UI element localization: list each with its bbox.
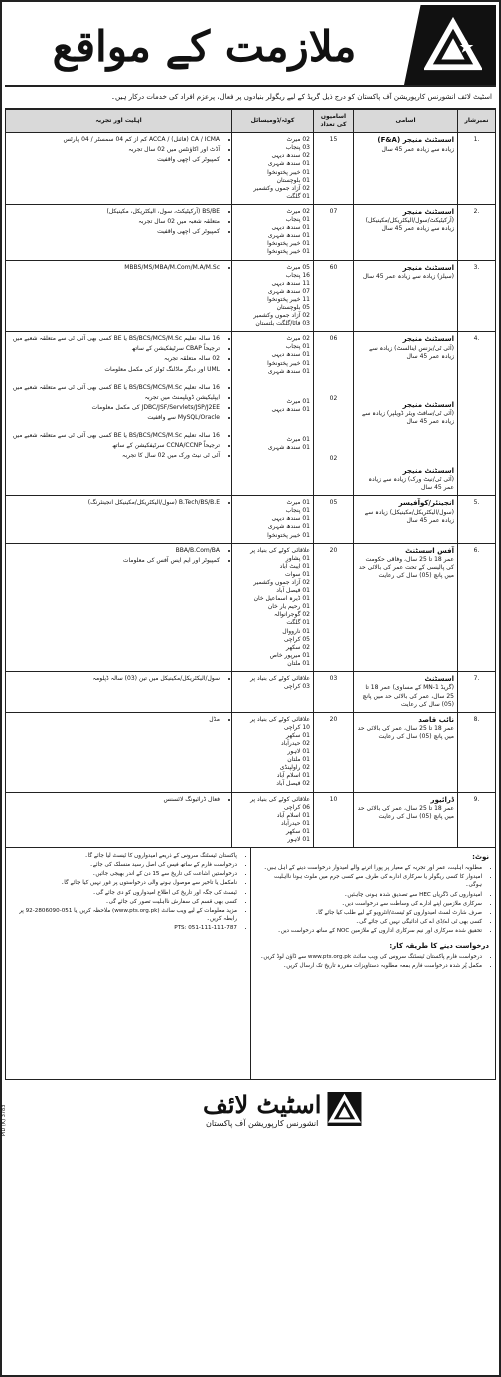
qualification-item: • آڈٹ اور اکاؤنٹس میں 02 سال تجربہ [9,146,220,154]
quota-item: 05 میرٹ [286,263,310,271]
job-subtitle: (آئی ٹی/بزنس اینالسٹ) زیادہ سے زیادہ عمر 45 سال [369,344,454,360]
vacancy-count-cell [314,672,354,713]
quota-item: 01 پنجاب [285,216,310,224]
row-number: .9 [458,792,496,848]
footer-text [203,1090,321,1128]
qualification-item: • آئی ٹی نیٹ ورک میں 02 سال کا تجربہ [9,452,220,460]
quota-item: 01 پنجاب [285,343,310,351]
qualification-item: • B.Tech/BS/B.E (سول/الیکٹریکل/مکینیکل انجینئرنگ) [9,499,220,507]
quota-cell [232,133,314,205]
vacancy-count: 15 [329,136,338,144]
job-title-cell [354,133,458,205]
qualification-list [9,675,220,683]
job-title: اسسٹنٹ منیجر [402,335,454,344]
quota-cell [232,260,314,332]
vacancy-count-cell [314,204,354,260]
note-item: • PTS: 051-111-111-787 [12,924,237,932]
vacancy-count: 05 [329,499,338,507]
job-subtitle: زیادہ سے زیادہ عمر 45 سال [381,145,454,153]
job-title: ڈرائیور [430,795,454,804]
quota-item: 01 سکھر [286,827,310,835]
quota-cell [232,496,314,543]
job-title: اسسٹنٹ منیجر [402,263,454,272]
note-item: • امیدواروں کی ڈگریاں HEC سے تصدیق شدہ ہونی چاہئیں۔ [257,891,482,899]
vacancy-count-cell [314,543,354,671]
quota-item: 01 خیبر پختونخوا [267,240,310,248]
quota-item: 01 سندھ دیہی [271,224,310,232]
qualification-cell [6,496,232,543]
quota-item: علاقائی کوٹے کی بنیاد پر [250,795,310,803]
table-header-row [6,110,496,133]
job-subtitle: عمر 18 تا 25 سال، عمر کی بالائی حد میں پانچ (05) سال کی رعایت [357,805,454,821]
quota-item: 01 اسلام آباد [276,772,310,780]
quota-item: 01 ملتان [287,659,310,667]
table-row [6,792,496,848]
apply-list [257,953,489,970]
note-item: • درخواستیں اشاعت کی تاریخ سے 15 دن کے اندر بھیجی جائیں۔ [12,870,237,878]
job-title: آفس اسسٹنٹ [405,546,454,555]
header-quota: کوٹہ/ڈومیسائل [232,110,314,133]
qualification-item: • 02 سالہ متعلقہ تجربہ [9,355,220,363]
quota-item: 02 آزاد جموں وکشمیر [253,578,310,586]
vacancy-count: 10 [329,795,338,803]
quota-item: 06 کراچی [283,803,310,811]
qualification-list [9,499,220,507]
quota-item: 03 فاٹا/گلگت بلتستان [255,320,310,328]
row-number: .4 [458,332,496,496]
job-title-cell [354,204,458,260]
qualification-list [9,208,220,236]
note-item: • تحقیق شدہ سرکاری اور نیم سرکاری اداروں کے ملازمین NOC کے ساتھ درخواست دیں۔ [257,927,482,935]
job-title: اسسٹنٹ منیجر (F&A) [377,136,454,145]
job-subtitle: عمر 18 تا 25 سال، وفاقی حکومت کی پالیسی کے تحت عمر کی بالائی حد میں پانچ (05) سال کی رعایت [358,556,454,580]
header-qual: اہلیت اور تجربہ [6,110,232,133]
note-item: • امیدوار کا کسی ریگولر یا سرکاری ادارے کی طرف سے کسی جرم میں ملوث ہونا نااہلیت ہوگی۔ [257,873,482,889]
quota-item: 01 پنجاب [285,507,310,515]
job-title: نائب قاصد [418,715,454,724]
qualification-list [9,264,220,272]
quota-item: 01 سندھ شہری [267,444,310,451]
job-subtitle: (سول/الیکٹریکل/مکینیکل) زیادہ سے زیادہ عمر 45 سال [364,508,454,524]
quota-cell [232,792,314,848]
quota-item: 02 فیصل آباد [276,780,310,788]
row-number: .8 [458,712,496,792]
qualification-item: • MySQL/Oracle سے واقفیت [9,414,220,422]
qualification-item: • JDBC/JSF/Servlets/JSP/J2EE کی مکمل معلومات [9,404,220,412]
job-title-cell [354,712,458,792]
qualification-item: • 16 سالہ تعلیم BS/BCS/MCS/M.Sc یا BE کسی بھی آئی ٹی سے متعلقہ شعبے میں [9,432,220,440]
job-title-cell [354,496,458,543]
banner [9,9,400,83]
qualification-item: • مڈل [9,716,220,724]
row-number: .3 [458,260,496,332]
quota-item: 01 ڈیرہ اسماعیل خان [253,595,310,603]
job-title-cell [354,672,458,713]
vacancy-count: 02 [329,455,338,463]
job-title: اسسٹنٹ منیجر [402,207,454,216]
state-life-logo-icon [327,1092,361,1126]
quota-cell [232,204,314,260]
qualification-list [9,136,220,164]
job-title: اسسٹنٹ منیجر [402,466,454,475]
logo-box [404,5,496,85]
quota-item: 01 سندھ شہری [267,523,310,531]
quota-item: 02 میرٹ [286,136,310,144]
job-subtitle: (سیلز) زیادہ سے زیادہ عمر 45 سال [362,272,454,280]
intro-text: اسٹیٹ لائف انشورنس کارپوریشن آف پاکستان کو درج ذیل گریڈ کے لیے ریگولر بنیادوں پر فعال، پرعزم افراد کی خدمات درکار ہیں۔ [5,87,496,109]
qualification-item: • MBBS/MS/MBA/M.Com/M.A/M.Sc [9,264,220,272]
vacancy-count: 02 [329,395,338,403]
quota-item: 01 خیبر پختونخوا [267,359,310,367]
table-row [6,496,496,543]
qualification-item: • ترجیحاً CCNA/CCNP سرٹیفکیشن کے ساتھ [9,442,220,450]
note-item: • درخواست فارم کے ساتھ فیس کی اصل رسید منسلک کی جائے۔ [12,861,237,869]
table-row [6,133,496,205]
qualification-item: • کمپیوٹر کی اچھی واقفیت [9,156,220,164]
job-subtitle: عمر 18 تا 25 سال، عمر کی بالائی حد میں پانچ (05) سال کی رعایت [357,725,454,741]
qualification-item: • UML اور دیگر ماڈلنگ ٹولز کی مکمل معلومات [9,366,220,374]
job-subtitle: (آئی ٹی/سافٹ ویئر ڈویلپر) زیادہ سے زیادہ عمر 45 سال [361,410,454,426]
qualification-list [9,335,220,373]
vacancy-count: 06 [329,335,338,343]
quota-item: 03 کراچی [283,683,310,691]
footer [1,1080,496,1158]
qualification-list [9,432,220,460]
quota-gap [235,414,310,436]
qualification-item: • BS/BE (آرکیٹیکٹ، سول، الیکٹریکل، مکینیکل) [9,208,220,216]
table-row [6,260,496,332]
quota-item: 01 پشاور [285,554,310,562]
quota-item: 05 کراچی [283,635,310,643]
quota-item: 02 حیدرآباد [281,740,310,747]
quota-item: 01 سندھ دیہی [271,351,310,359]
quota-cell [232,332,314,496]
notes-section [5,848,496,1080]
vacancy-count: 60 [329,263,338,271]
quota-item: 01 خیبر پختونخوا [267,531,310,539]
notes-col-right [251,848,495,1079]
quota-item: 01 میرپور خاص [269,651,310,659]
note-item: • درخواست فارم پاکستان ٹیسٹنگ سروس کی ویب سائٹ www.pts.org.pk سے ڈاؤن لوڈ کریں۔ [257,953,482,961]
qualification-item: • ایپلیکیشن ڈویلپمنٹ میں تجربہ [9,394,220,402]
note-item: • مکمل پُر شدہ درخواست فارم بمعہ مطلوبہ دستاویزات مقررہ تاریخ تک ارسال کریں۔ [257,962,482,970]
table-row [6,543,496,671]
note-item: • مزید معلومات کے لیے ویب سائٹ (www.pts.org.pk) ملاحظہ کریں یا 051-2806090-92 پر رابطہ کریں۔ [12,907,237,923]
quota-item: 02 میرٹ [286,207,310,215]
quota-item: 02 راولپنڈی [279,764,310,772]
quota-item: 01 خیبر پختونخوا [267,168,310,176]
vacancy-count-cell [314,792,354,848]
quota-item: 02 سکھر [286,643,310,651]
quota-item: 01 میرٹ [286,435,310,443]
job-subtitle: (آرکیٹیکٹ/سول/الیکٹریکل/مکینیکل) زیادہ سے زیادہ عمر 45 سال [365,217,454,233]
quota-item: 03 پنجاب [285,144,310,152]
note-item: • ٹیسٹ کی جگہ اور تاریخ کی اطلاع امیدواروں کو دی جائے گی۔ [12,889,237,897]
row-number: .5 [458,496,496,543]
row-number: .1 [458,133,496,205]
note-item: • نامکمل یا تاخیر سے موصول ہونے والی درخواستوں پر غور نہیں کیا جائے گا۔ [12,879,237,887]
job-title: اسسٹنٹ منیجر [402,400,454,409]
quota-item: 01 سندھ دیہی [271,405,310,413]
notes-col-left [6,848,251,1079]
job-title-cell [354,260,458,332]
job-subtitle: (آئی ٹی/نیٹ ورک) زیادہ سے زیادہ عمر 45 سال [368,475,454,492]
quota-item: 01 حیدرآباد [281,819,310,827]
quota-item: 01 ملتان [287,756,310,764]
qualification-item: • فعال ڈرائیونگ لائسنس [9,796,220,804]
table-row [6,712,496,792]
qualification-cell [6,332,232,496]
state-life-logo-icon [424,17,482,75]
qualification-item: • 16 سالہ تعلیم BS/BCS/MCS/M.Sc یا BE کسی بھی آئی ٹی سے متعلقہ شعبے میں [9,384,220,392]
table-row [6,672,496,713]
quota-gap [235,376,310,398]
vacancy-count: 20 [329,715,338,723]
quota-item: 01 میرٹ [286,397,310,405]
footer-name: اسٹیٹ لائف [202,1090,322,1120]
header [5,5,496,87]
quota-item: 02 آزاد جموں وکشمیر [253,184,310,192]
quota-item: 16 پنجاب [285,271,310,279]
row-number: .6 [458,543,496,671]
table-row [6,204,496,260]
qualification-cell [6,672,232,713]
quota-item: 01 میرٹ [286,499,310,507]
quota-item: 01 گلگت [286,192,310,200]
vacancy-count-cell [314,133,354,205]
qualification-list [9,547,220,565]
header-count: اسامیوں کی تعداد [314,110,354,133]
quota-item: 02 سندھ دیہی [271,152,310,160]
note-item: • مطلوبہ اہلیت، عمر اور تجربہ کے معیار پر پورا اترنے والے امیدوار درخواست دینے کے اہل ہیں۔ [257,864,482,872]
quota-item: 11 خیبر پختونخوا [267,295,310,303]
vacancy-count-cell [314,712,354,792]
qualification-list [9,796,220,804]
qualification-cell [6,260,232,332]
quota-item: 01 لاہور [287,748,310,756]
note-item: • صرف شارٹ لسٹ امیدواروں کو ٹیسٹ/انٹرویو کے لیے طلب کیا جائے گا۔ [257,909,482,917]
job-subtitle: (گریڈ MN-1 کے مساوی) عمر 18 تا 25 سال، عمر کی بالائی حد میں پانچ (05) سال کی رعایت [362,684,454,708]
quota-item: علاقائی کوٹے کی بنیاد پر [250,546,310,554]
note-item: • کسی بھی قسم کی سفارش نااہلیت تصور کی جائے گی۔ [12,898,237,906]
quota-item: 11 سندھ دیہی [271,279,310,287]
quota-item: 01 سوات [285,570,310,578]
qualification-cell [6,712,232,792]
quota-cell [232,712,314,792]
quota-item: 02 گوجرانوالہ [274,611,310,619]
job-title: انجینئر/کوآفیسر [398,499,454,508]
footer-sub: انشورنس کارپوریشن آف پاکستان [206,1119,319,1129]
quota-item: 07 سندھ شہری [267,287,310,295]
ad-code: PID (K) 3783 [1,1104,7,1137]
vacancy-count: 20 [329,546,338,554]
quota-item: علاقائی کوٹے کی بنیاد پر [250,715,310,723]
vacancy-count-cell [314,260,354,332]
banner-title: ملازمت کے مواقع [52,21,357,71]
job-title-cell [354,792,458,848]
qualification-item: • کمپیوٹر اور ایم ایس آفس کی معلومات [9,557,220,565]
quota-cell [232,543,314,671]
qualification-cell [6,543,232,671]
quota-item: 01 بلوچستان [276,176,310,184]
note-item: • کسی بھی ٹی اے/ڈی اے کی ادائیگی نہیں کی جائے گی۔ [257,918,482,926]
quota-item: 01 رحیم یار خان [267,603,310,611]
qualification-list [9,716,220,724]
quota-item: 01 سندھ شہری [267,367,310,375]
quota-item: 01 نارووال [282,627,310,635]
apply-head: درخواست دینے کا طریقہ کار: [389,942,489,951]
quota-item: 01 سندھ شہری [267,160,310,168]
quota-item: 05 بلوچستان [276,303,310,311]
qualification-item: • CA / ICMA (فائنل) / ACCA کم از کم 04 سمسٹر / 04 پارٹس [9,136,220,144]
note-item: • پاکستان ٹیسٹنگ سروس کے ذریعے امیدواروں کا ٹیسٹ لیا جائے گا۔ [12,852,237,860]
quota-item: 01 گلگت [286,619,310,627]
job-title-cell [354,332,458,496]
job-title: اسسٹنٹ [424,675,454,683]
job-title-cell [354,543,458,671]
quota-item: 01 سندھ دیہی [271,515,310,523]
qualification-item: • سول/الیکٹریکل/مکینیکل میں تین (03) سالہ ڈپلومہ [9,675,220,683]
quota-item: 01 ایبٹ آباد [279,562,310,570]
table-row [6,332,496,496]
vacancy-count-cell [314,496,354,543]
qualification-cell [6,792,232,848]
qualification-cell [6,204,232,260]
quota-item: 10 کراچی [283,723,310,731]
qualification-list [9,384,220,422]
quota-item: علاقائی کوٹے کی بنیاد پر [250,675,310,682]
row-number: .2 [458,204,496,260]
quota-item: 01 اسلام آباد [276,811,310,819]
footer-logo [203,1090,361,1128]
header-title: اسامی [354,110,458,133]
vacancy-count-cell [314,332,354,496]
apply-details-list [12,852,244,932]
quota-cell [232,672,314,713]
qualification-item: • کمپیوٹر کی اچھی واقفیت [9,228,220,236]
quota-item: 01 سکھر [286,731,310,739]
qualification-item: • ترجیحاً CBAP سرٹیفکیشن کے ساتھ [9,345,220,353]
qualification-cell [6,133,232,205]
note-item: • سرکاری ملازمین اپنے ادارے کی وساطت سے درخواست دیں۔ [257,900,482,908]
header-no: نمبرشار [458,110,496,133]
qualification-item: • BBA/B.Com/BA [9,547,220,555]
quota-item: 01 لاہور [287,836,310,844]
jobs-table [5,109,496,848]
quota-item: 02 آزاد جموں وکشمیر [253,312,310,320]
qualification-item: • 16 سالہ تعلیم BS/BCS/MCS/M.Sc یا BE کسی بھی آئی ٹی سے متعلقہ شعبے میں [9,335,220,343]
notes-head: نوٹ: [472,853,489,862]
quota-item: 01 خیبر پختونخوا [267,248,310,256]
notes-list [257,864,489,935]
vacancy-count: 03 [329,675,338,682]
qualification-item: • متعلقہ شعبہ میں 02 سال تجربہ [9,218,220,226]
row-number: .7 [458,672,496,713]
quota-item: 01 سندھ شہری [267,232,310,240]
vacancy-count: 07 [329,207,338,215]
quota-item: 02 میرٹ [286,335,310,343]
quota-item: 01 فیصل آباد [276,587,310,595]
